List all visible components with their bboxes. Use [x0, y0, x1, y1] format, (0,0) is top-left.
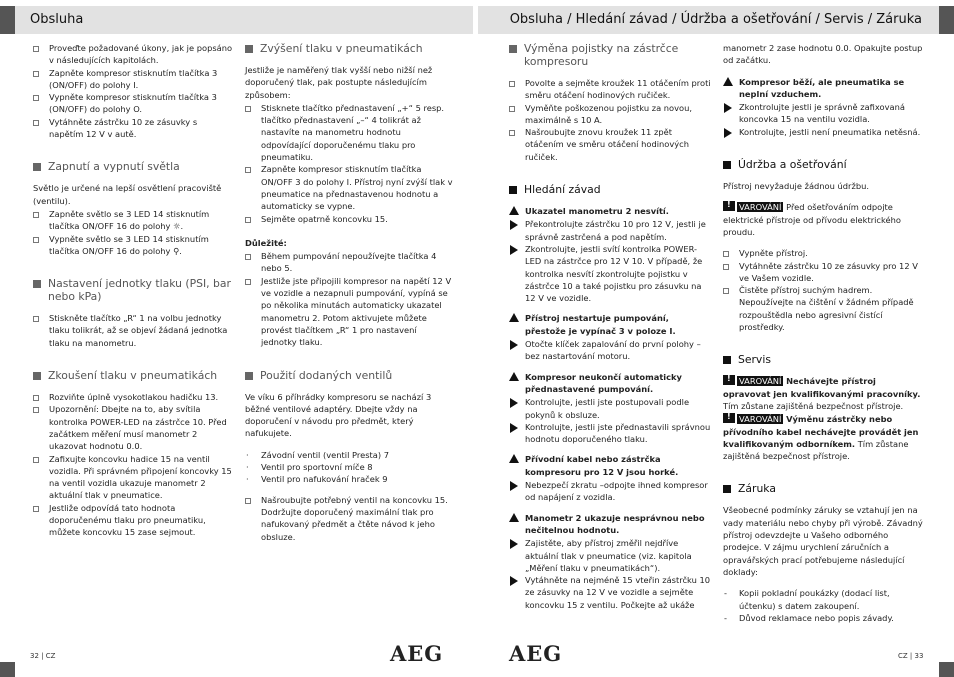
- page-title-right: Obsluha / Hledání závad / Údržba a ošetřování / Servis / Záruka: [509, 12, 922, 27]
- list-item: Stiskněte tlačítko „R“ 1 na volbu jednotky tlaku tolikrát, až se objeví žádaná jednotka tlaku na manometru.: [33, 312, 233, 349]
- list-item: Překontrolujte zástrčku 10 pro 12 V, jestli je správně zastrčená a pod napětím.: [509, 218, 712, 243]
- section-heading: Záruka: [723, 482, 923, 495]
- page-number-right: CZ | 33: [898, 652, 924, 660]
- warning-paragraph: [723, 413, 923, 462]
- warning-title: Kompresor neukončí automaticky přednastavené pumpování.: [509, 371, 712, 396]
- list-item: Našroubujte znovu kroužek 11 zpět otáčením ve směru otáčení hodinových ručiček.: [509, 126, 712, 163]
- warning-badge: VAROVÁNÍ: [739, 376, 782, 387]
- section-heading: Servis: [723, 353, 923, 366]
- warning-icon: [723, 413, 735, 423]
- paragraph: Jestliže je naměřený tlak vyšší nebo nižší než doporučený tlak, pak postupte následujícím způsobem:: [245, 65, 433, 100]
- paragraph: Přístroj nevyžaduje žádnou údržbu.: [723, 181, 869, 192]
- list-item: Během pumpování nepoužívejte tlačítka 4 nebo 5.: [245, 250, 453, 275]
- warning-badge: VAROVÁNÍ: [739, 202, 782, 213]
- corner-block-bottom-left: [0, 662, 15, 677]
- list-item: Vypněte světlo se 3 LED 14 stisknutím tlačítka ON/OFF 16 do polohy ⚲.: [33, 233, 233, 258]
- list-item: Zkontrolujte jestli je správně zafixovaná koncovka 15 na ventilu vozidla.: [723, 101, 923, 126]
- section-heading: Zkoušení tlaku v pneumatikách: [33, 369, 233, 382]
- list-item: · Ventil pro nafukování hraček 9: [245, 473, 453, 485]
- list-item: Vytáhněte zástrčku 10 ze zásuvky pro 12 V ve Vašem vozidle.: [723, 260, 923, 285]
- list-item: Jestliže jste připojili kompresor na napětí 12 V ve vozidle a nezapnuli pumpování, vypíná se po několika minutách automaticky ukazatel manometru 2. Potom aktivujete můžete provést tlačítkem „R“ 1 pro nastavení jednotky tlaku.: [245, 275, 453, 349]
- list-item: Vytáhněte zástrčku 10 ze zásuvky s napětím 12 V v autě.: [33, 116, 233, 141]
- paragraph: Světlo je určené na lepší osvětlení pracoviště (ventilu).: [33, 183, 222, 206]
- list-item: Zajistěte, aby přístroj změřil nejdříve aktuální tlak v pneumatice (viz. kapitola „Měření tlaku v pneumatikách“).: [509, 537, 712, 574]
- list-item: Sejměte opatrně koncovku 15.: [245, 213, 453, 225]
- warning-title: Manometr 2 ukazuje nesprávnou nebo nečitelnou hodnotu.: [509, 512, 712, 537]
- aeg-logo-left: AEG: [390, 641, 444, 666]
- column-2: [245, 42, 453, 543]
- list-item: Vytáhněte na nejméně 15 vteřin zástrčku 10 ze zásuvky na 12 V ve vozidle a sejměte koncovku 15 z ventilu. Počkejte až ukáže: [509, 574, 712, 611]
- list-item: Vyměňte poškozenou pojistku za novou, maximálně s 10 A.: [509, 102, 712, 127]
- warning-text: Tím zůstane zajištěná bezpečnost přístroje.: [723, 438, 909, 462]
- warning-title: Přívodní kabel nebo zástrčka kompresoru pro 12 V jsou horké.: [509, 453, 712, 478]
- list-item: - Důvod reklamace nebo popis závady.: [723, 612, 923, 624]
- list-item: Našroubujte potřebný ventil na koncovku 15. Dodržujte doporučený maximální tlak pro nafukovaný předmět a čtěte návod k jeho obsluze.: [245, 494, 453, 543]
- section-heading: Nastavení jednotky tlaku (PSI, bar nebo kPa): [33, 277, 233, 303]
- list-item: Zafixujte koncovku hadice 15 na ventil vozidla. Při správném připojení koncovky 15 na ventil vozidla ukazuje manometr 2 aktuální tlak v pneumatice.: [33, 453, 233, 502]
- warning-text: Před ošetřováním odpojte elektrické přístroje od přívodu elektrického proudu.: [723, 202, 901, 237]
- warning-title: Kompresor běží, ale pneumatika se neplní vzduchem.: [723, 76, 923, 101]
- corner-block-bottom-right: [939, 662, 954, 677]
- warning-icon: [723, 375, 735, 385]
- section-heading: Hledání závad: [509, 183, 712, 196]
- warning-paragraph: [723, 375, 923, 412]
- section-heading: Zvýšení tlaku v pneumatikách: [245, 42, 453, 55]
- list-item: Proveďte požadované úkony, jak je popsáno v následujících kapitolách.: [33, 42, 233, 67]
- warning-badge: VAROVÁNÍ: [739, 414, 782, 425]
- warning-icon: [723, 201, 735, 211]
- paragraph: Všeobecné podmínky záruky se vztahují jen na vady materiálu nebo chyby při výrobě. Závadný přístroj odevzdejte u Vašeho odborného prodejce. V zájmu urychlení záručních a opravářských prací potřebujeme následující doklady:: [723, 505, 923, 577]
- list-item: Upozornění: Dbejte na to, aby svítila kontrolka POWER-LED na zástrčce 10. Před začátkem měření musí manometr 2 ukazovat hodnotu 0.0.: [33, 403, 233, 452]
- list-item: Jestliže odpovídá tato hodnota doporučenému tlaku pro pneumatiku, můžete koncovku 15 zase sejmout.: [33, 502, 233, 539]
- important-label: Důležité:: [245, 237, 287, 248]
- list-item: Zkontrolujte, jestli svítí kontrolka POWER-LED na zástrčce pro 12 V 10. V případě, že kontrolka nesvítí zkontrolujte pojistku v zástrčce 10 a také pojistku pro zásuvku na 12 V ve vozidle.: [509, 243, 712, 304]
- list-item: · Závodní ventil (ventil Presta) 7: [245, 449, 453, 461]
- list-item: Stisknete tlačítko přednastavení „+“ 5 resp. tlačítko přednastavení „–“ 4 tolikrát až nastavíte na manometru hodnotu odpovídající doporučenému tlaku pro pneumatiku.: [245, 102, 453, 163]
- column-1: [33, 42, 233, 539]
- list-item: Čistěte přístroj suchým hadrem. Nepoužívejte na čištění v žádném případě rozpouštědla nebo agresivní čistící prostředky.: [723, 284, 923, 333]
- list-item: Rozviňte úplně vysokotlakou hadičku 13.: [33, 391, 233, 403]
- list-item: Kontrolujte, jestli jste postupovali podle pokynů k obsluze.: [509, 396, 712, 421]
- list-item: Vypněte kompresor stisknutím tlačítka 3 (ON/OFF) do polohy O.: [33, 91, 233, 116]
- list-item: Nebezpečí zkratu –odpojte ihned kompresor od napájení z vozidla.: [509, 479, 712, 504]
- list-item: - Kopii pokladní poukázky (dodací list, účtenku) s datem zakoupení.: [723, 587, 923, 612]
- warning-text-bold: Nechávejte přístroj opravovat jen kvalifikovanými pracovníky.: [723, 376, 921, 399]
- corner-block-right: [939, 6, 954, 34]
- page-number-left: 32 | CZ: [30, 652, 56, 660]
- warning-text-bold: Výměnu zástrčky nebo přívodního kabel nechávejte provádět jen kvalifikovaným odborníkem.: [723, 414, 919, 449]
- section-heading: Zapnutí a vypnutí světla: [33, 160, 233, 173]
- header-bar-left: [15, 6, 473, 34]
- list-item: · Ventil pro sportovní míče 8: [245, 461, 453, 473]
- page-title-left: Obsluha: [30, 12, 84, 27]
- list-item: Zapněte kompresor stisknutím tlačítka 3 (ON/OFF) do polohy I.: [33, 67, 233, 92]
- warning-text: Tím zůstane zajištěná bezpečnost přístroje.: [723, 400, 904, 411]
- list-item: Zapněte světlo se 3 LED 14 stisknutím tlačítka ON/OFF 16 do polohy ☼.: [33, 208, 233, 233]
- paragraph: manometr 2 zase hodnotu 0.0. Opakujte postup od začátku.: [723, 43, 923, 66]
- list-item: Otočte klíček zapalování do první polohy – bez nastartování motoru.: [509, 338, 712, 363]
- warning-paragraph: [723, 201, 923, 238]
- paragraph: Ve víku 6 příhrádky kompresoru se nachází 3 běžné ventilové adaptéry. Dbejte vždy na doporučení v návodu pro předmět, který nafukujete.: [245, 391, 432, 439]
- warning-title: Ukazatel manometru 2 nesvítí.: [509, 205, 712, 217]
- list-item: Zapněte kompresor stisknutím tlačítka ON/OFF 3 do polohy I. Přístroj nyní zvýší tlak v pneumatice na přednastavenou hodnotu a automaticky se vypne.: [245, 163, 453, 212]
- column-3: [509, 42, 712, 611]
- section-heading: Údržba a ošetřování: [723, 158, 923, 171]
- list-item: Vypněte přístroj.: [723, 247, 923, 259]
- warning-title: Přístroj nestartuje pumpování, přestože je vypínač 3 v poloze I.: [509, 312, 712, 337]
- list-item: Kontrolujte, jestli jste přednastavili správnou hodnotu doporučeného tlaku.: [509, 421, 712, 446]
- column-4: [723, 42, 923, 624]
- aeg-logo-right: AEG: [509, 641, 563, 666]
- corner-block-left: [0, 6, 15, 34]
- list-item: Kontrolujte, jestli není pneumatika netěsná.: [723, 126, 923, 138]
- list-item: Povolte a sejměte kroužek 11 otáčením proti směru otáčení hodinových ručiček.: [509, 77, 712, 102]
- section-heading: Výměna pojistky na zástrčce kompresoru: [509, 42, 712, 68]
- section-heading: Použití dodaných ventilů: [245, 369, 453, 382]
